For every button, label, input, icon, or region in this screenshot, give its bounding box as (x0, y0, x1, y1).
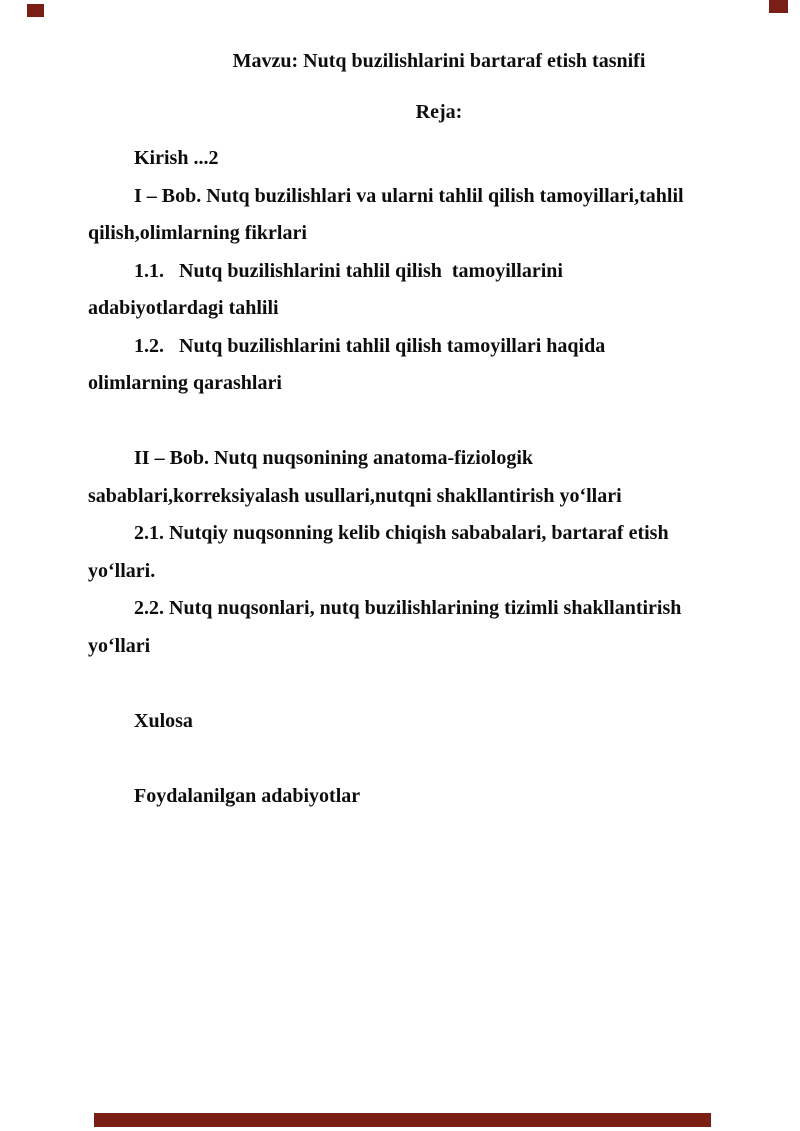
outline-line: yo‘llari (88, 634, 151, 657)
outline-line: Foydalanilgan adabiyotlar (134, 784, 361, 807)
footer-bar (94, 1113, 711, 1127)
outline-line: yo‘llari. (88, 559, 156, 582)
outline-blank-line (88, 403, 790, 441)
outline (88, 140, 790, 815)
corner-mark-top-left (27, 4, 44, 17)
outline-line: Kirish ...2 (134, 147, 219, 169)
outline-line: sabablari,korreksiyalash usullari,nutqni shakllantirish yo‘llari (88, 484, 622, 507)
outline-line: Xulosa (134, 709, 193, 732)
outline-line: 1.1. Nutq buzilishlarini tahlil qilish tamoyillarini (134, 259, 563, 282)
outline-blank-line (88, 665, 790, 703)
outline-line: adabiyotlardagi tahlili (88, 297, 279, 319)
outline-line: 1.2. Nutq buzilishlarini tahlil qilish tamoyillari haqida (134, 334, 606, 357)
outline-blank-line (88, 740, 790, 778)
outline-line: 2.2. Nutq nuqsonlari, nutq buzilishlarining tizimli shakllantirish (134, 597, 682, 619)
corner-mark-top-right (769, 0, 788, 13)
plan-heading: Reja: (415, 101, 463, 123)
outline-line: II – Bob. Nutq nuqsonining anatoma-fiziologik (134, 447, 534, 469)
outline-line: olimlarning qarashlari (88, 372, 282, 394)
document-title: Mavzu: Nutq buzilishlarini bartaraf etish tasnifi (232, 50, 646, 72)
outline-line: I – Bob. Nutq buzilishlari va ularni tahlil qilish tamoyillari,tahlil (134, 184, 684, 207)
outline-line: qilish,olimlarning fikrlari (88, 222, 307, 244)
outline-line: 2.1. Nutqiy nuqsonning kelib chiqish sababalari, bartaraf etish (134, 522, 669, 544)
